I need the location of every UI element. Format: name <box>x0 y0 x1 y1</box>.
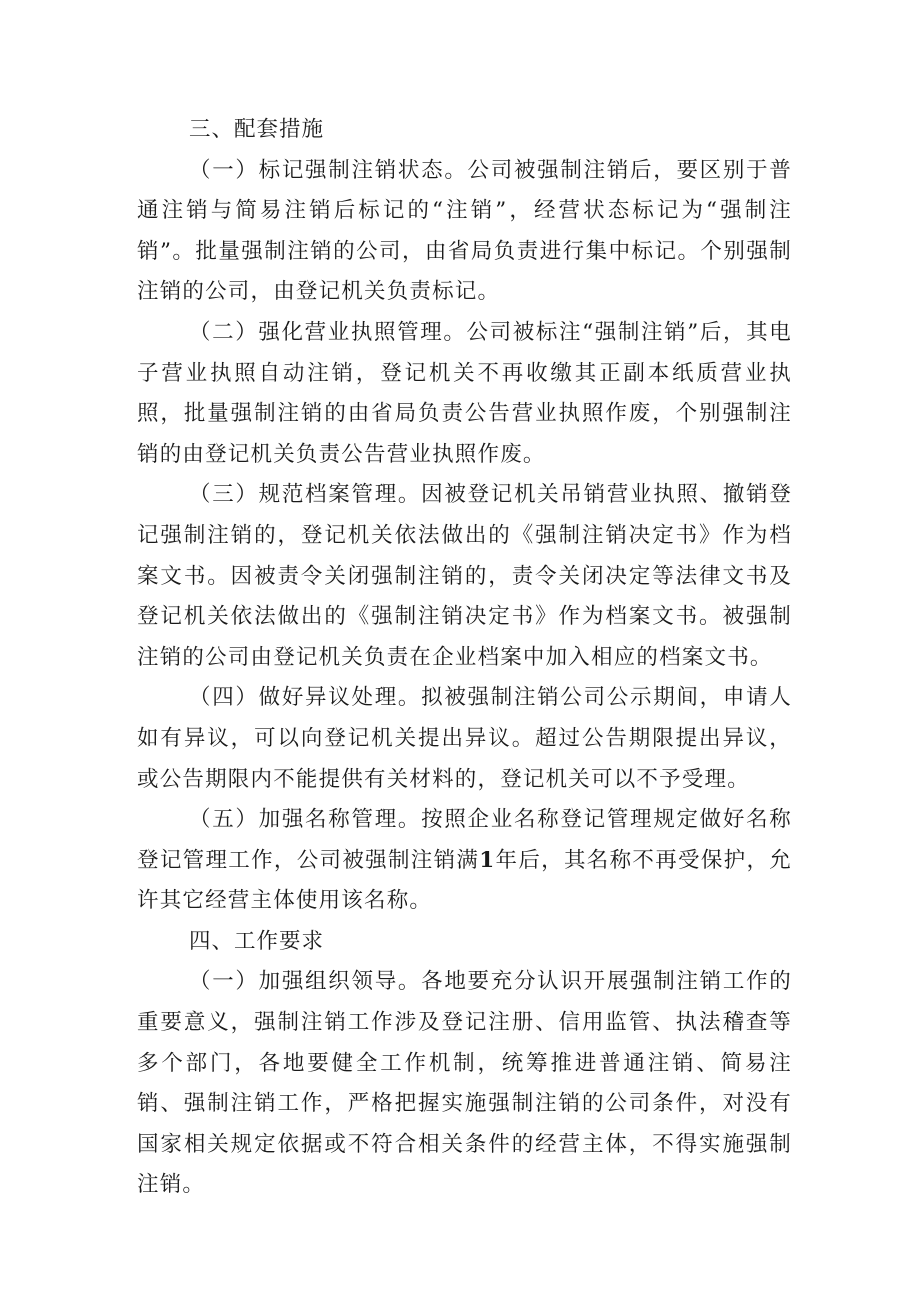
name-management-text-part1: （五）加强名称管理。按照企业名称登记管理规定做好名称登记管理工作，公司被强制注销满 <box>137 807 792 873</box>
paragraph-license-management: （二）强化营业执照管理。公司被标注“强制注销”后，其电子营业执照自动注销，登记机关不再收缴其正副本纸质营业执照，批量强制注销的由省局负责公告营业执照作废，个别强制注销的由登记机关负责公告营业执照作废。 <box>137 319 792 467</box>
section-heading-work-requirements: 四、工作要求 <box>189 928 325 954</box>
document-body <box>137 110 792 1206</box>
section-heading-supporting-measures: 三、配套措施 <box>189 117 325 142</box>
paragraph-objection-handling: （四）做好异议处理。拟被强制注销公司公示期间，申请人如有异议，可以向登记机关提出异议。超过公告期限提出异议，或公告期限内不能提供有关材料的，登记机关可以不予受理。 <box>137 685 792 792</box>
paragraph-archive-management: （三）规范档案管理。因被登记机关吊销营业执照、撤销登记强制注销的，登记机关依法做出的《强制注销决定书》作为档案文书。因被责令关闭强制注销的，责令关闭决定等法律文书及登记机关依法做出的《强制注销决定书》作为档案文书。被强制注销的公司由登记机关负责在企业档案中加入相应的档案文书。 <box>137 482 792 670</box>
name-management-text-part2: 年后，其名称不再受保护，允许其它经营主体使用该名称。 <box>137 847 792 914</box>
paragraph-mark-status: （一）标记强制注销状态。公司被强制注销后，要区别于普通注销与简易注销后标记的“注销”，经营状态标记为“强制注销”。批量强制注销的公司，由省局负责进行集中标记。个别强制注销的公司，由登记机关负责标记。 <box>137 157 792 305</box>
name-management-years: 1 <box>479 847 496 873</box>
paragraph-organization-leadership: （一）加强组织领导。各地要充分认识开展强制注销工作的重要意义，强制注销工作涉及登记注册、信用监管、执法稽查等多个部门，各地要健全工作机制，统筹推进普通注销、简易注销、强制注销工作，严格把握实施强制注销的公司条件，对没有国家相关规定依据或不符合相关条件的经营主体，不得实施强制注销。 <box>137 969 792 1198</box>
paragraph-name-management <box>137 800 792 922</box>
